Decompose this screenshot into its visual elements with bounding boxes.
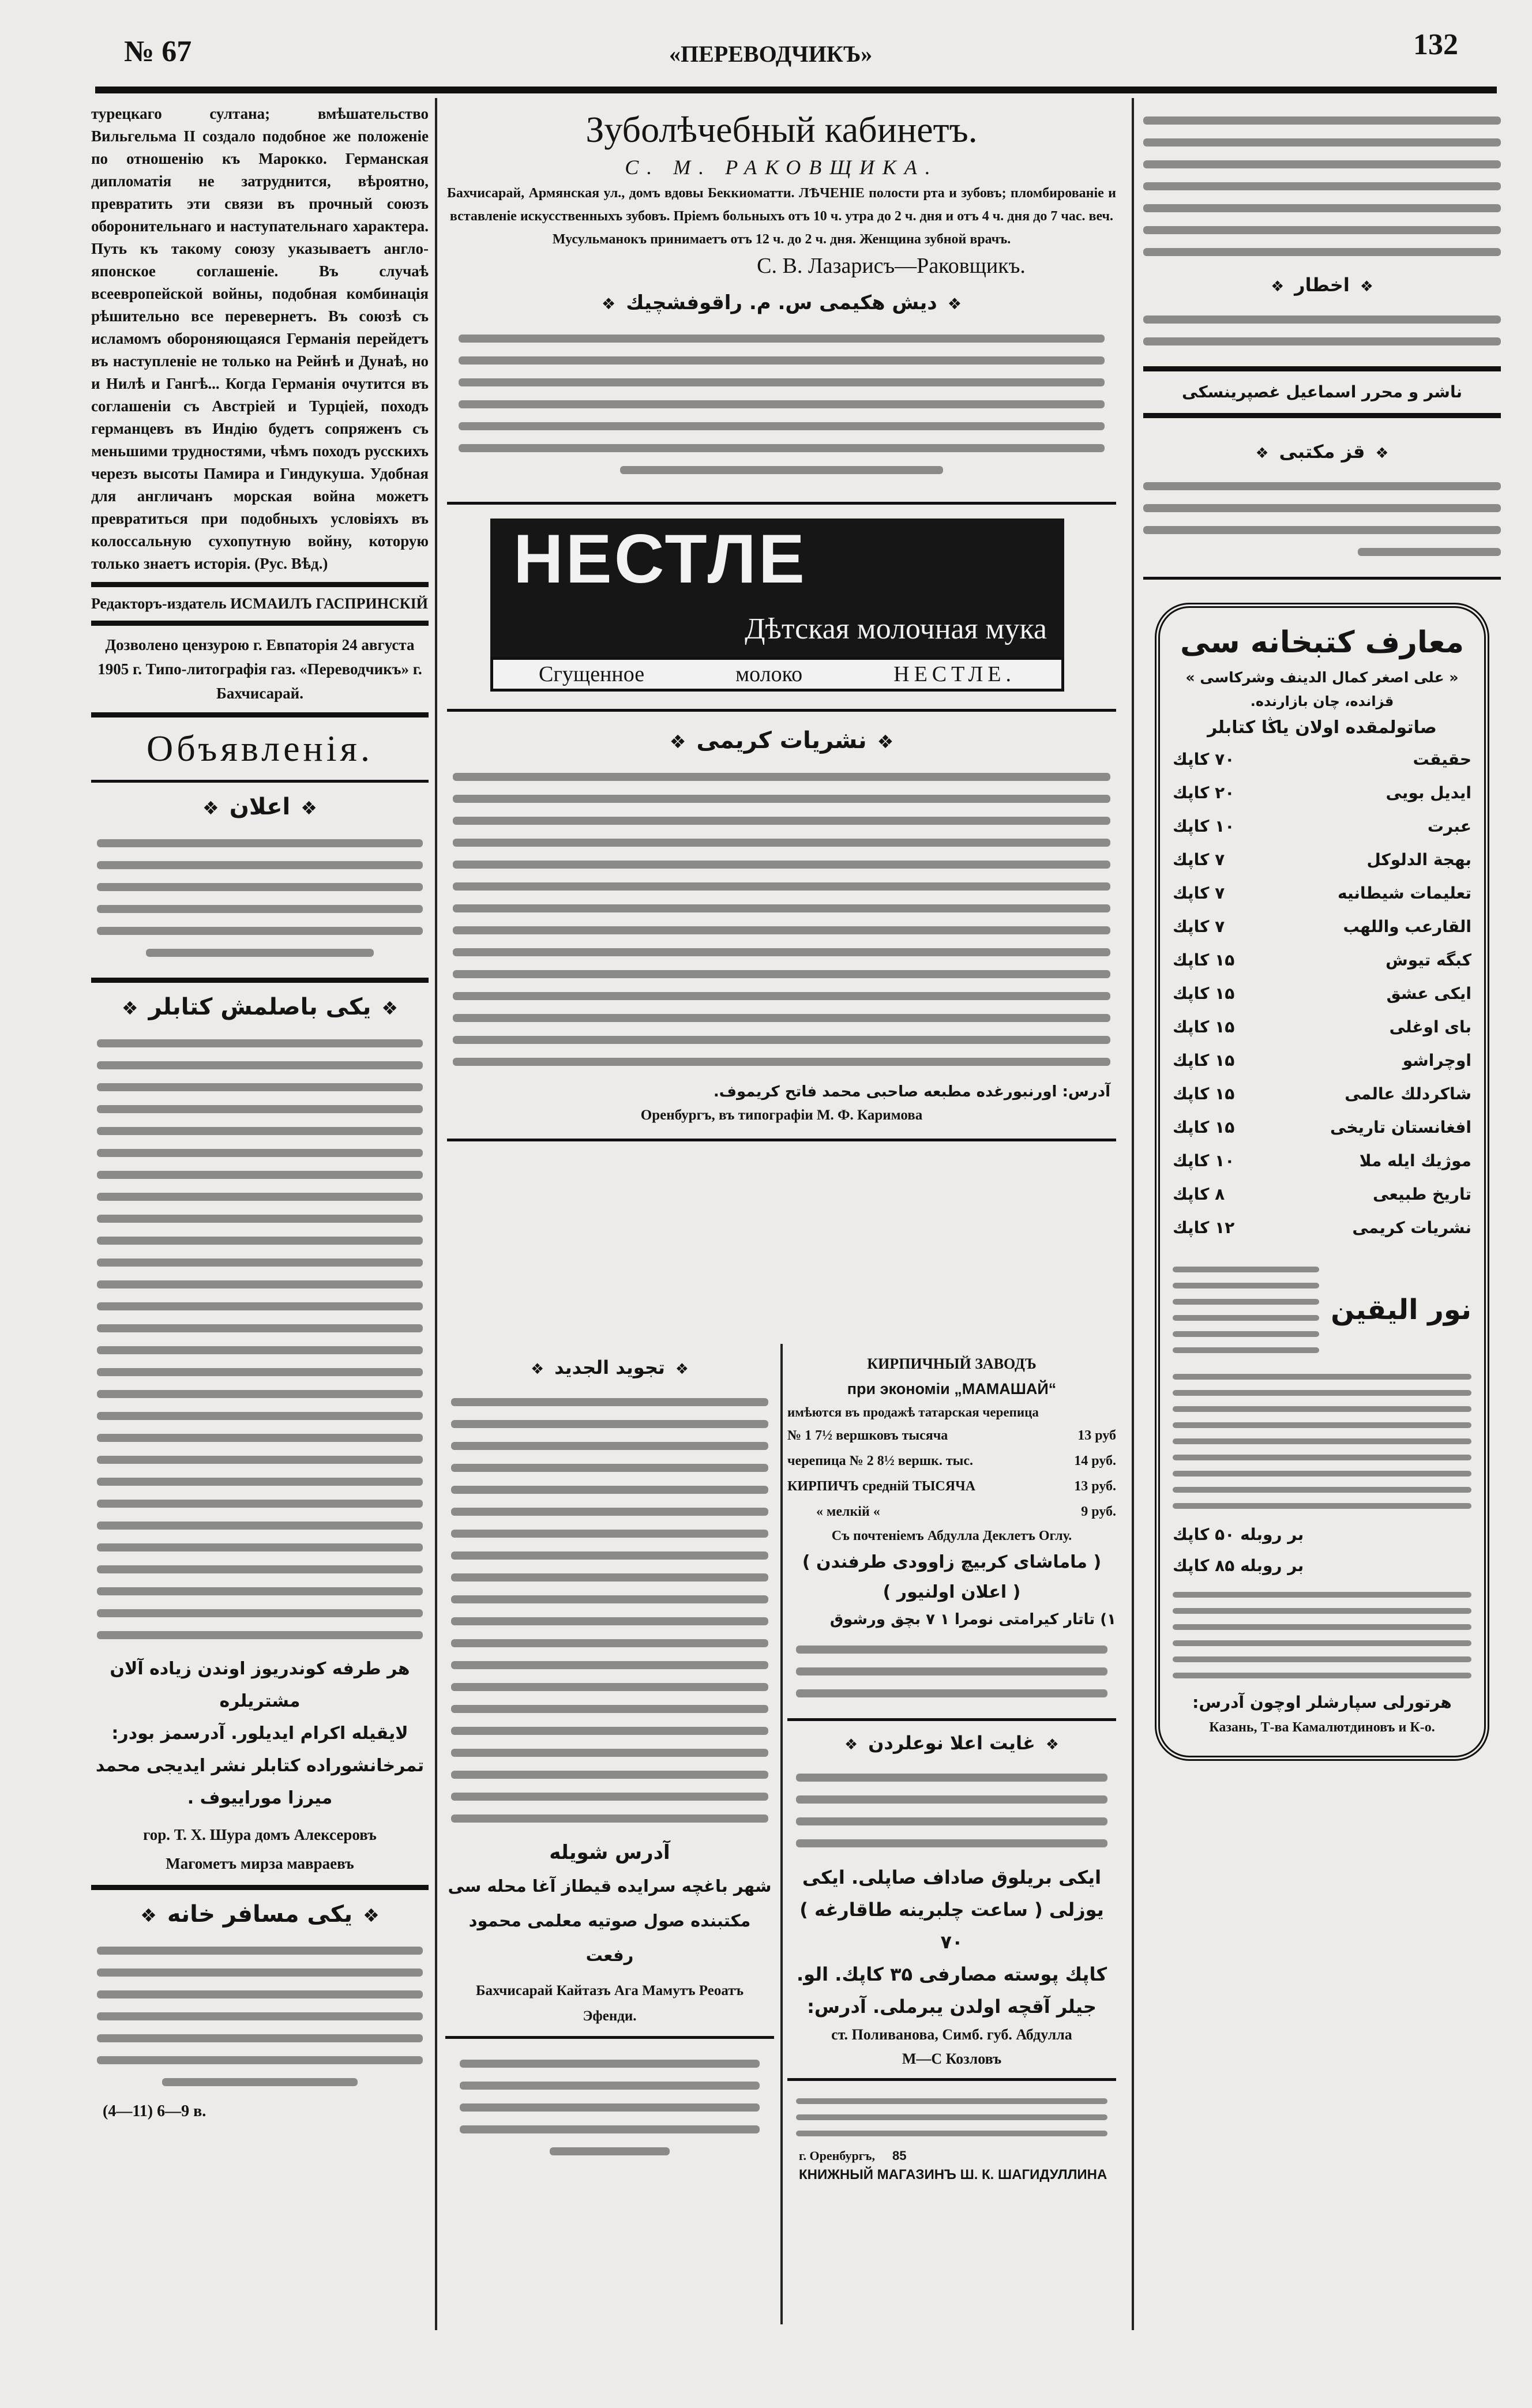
tajwid-body [445,1384,774,1836]
divider [787,2078,1116,2081]
book-list-heading: صاتولمقده اولان ياڭا كتابلر [1207,717,1437,738]
center-column-top [447,107,1116,1148]
tajwid-address-heading: آدرس شويله [549,1841,670,1864]
price-row [787,1499,1116,1524]
book-item [1173,944,1471,977]
nur-al-yaqin-title: نور اليقين [1331,1294,1471,1326]
book-item [1173,877,1471,910]
text-line: جيلر آقچه اولدن يبرملى. آدرس: [807,1996,1097,2018]
book-price: ۲۰ كاپك [1173,783,1235,802]
book-item [1173,810,1471,843]
dentist-ar-body [447,321,1116,488]
bookstore-address-ar: هرتورلى سپارشلر اوچون آدرس: [1192,1693,1452,1712]
bookshop-name: КНИЖНЫЙ МАГАЗИНЪ Ш. К. ШАГИДУЛЛИНА [799,2167,1107,2182]
nashriyat-body [447,759,1116,1080]
brick-subtitle: при экономіи „МАМАШАЙ“ [847,1380,1057,1398]
book-item [1173,910,1471,944]
dentist-title: Зуболѣчебный кабинетъ. [585,109,978,150]
book-name: موژيك ايله ملا [1359,1151,1471,1170]
nashriyat-address-ru: Оренбургъ, въ типографіи М. Ф. Каримова [640,1107,923,1123]
divider [91,712,429,717]
column-divider-right [1132,98,1134,2330]
brick-signature: Съ почтеніемъ Абдулла Деклетъ Оглу. [831,1528,1072,1543]
book-price: ۱۵ كاپك [1173,1051,1235,1070]
book-name: بهجة الدلوكل [1366,850,1471,869]
bookshop-city-row [787,2147,1116,2165]
text-line: Бахчисарай Кайтазъ Ага Мамутъ Реоатъ [475,1983,744,1998]
price-line: بر روبله ۸۵ كاپك [1173,1556,1304,1575]
dentist-muslims: Мусульманокъ принимаетъ отъ 12 ч. до 2 ч. дня. Женщина зубной врачъ. [552,232,1011,247]
text-line: ايكى بريلوق صاداف صاپلى. ايكى [802,1866,1102,1888]
book-name: باى اوغلى [1389,1017,1471,1036]
brick-intro: имѣются въ продажѣ татарская черепица [787,1405,1039,1419]
dentist-signature: С. В. Лазарисъ—Раковщикъ. [757,254,1026,278]
text-line: يوزلى ( ساعت چلبرينه طاقارغه ) ۷۰ [799,1899,1104,1953]
nur-prices [1173,1519,1471,1581]
text-line: تمرخانشوراده كتابلر نشر ايديجى محمد [95,1756,425,1776]
publisher-line: ناشر و محرر اسماعيل غصپرينسكى [1181,382,1462,401]
book-item [1173,1178,1471,1211]
dentist-body: Бахчисарай, Армянская ул., домъ вдовы Беккиоматти. ЛѢЧЕНІЕ полости рта и зубовъ; пломбированіе и вставленіе искусственныхъ зубовъ. Пріемъ больныхъ отъ 10 ч. утра до 2 ч. дня и отъ 4 ч. дня до 7 час. веч. [447,186,1116,224]
divider [445,2036,774,2039]
ad-heading: ❖ يكى مسافر خانه ❖ [91,1897,429,1933]
book-price-list [1173,743,1471,1245]
price-item: « мелкій « [816,1504,880,1519]
nestle-brand: НЕСТЛЕ [513,520,807,598]
header-rule [95,87,1497,93]
divider [787,1718,1116,1721]
book-item [1173,1111,1471,1144]
book-name: اوچراشو [1402,1051,1471,1070]
dentist-subtitle: С. М. РАКОВЩИКА. [625,156,938,179]
book-item [1173,977,1471,1010]
kyz-body [1143,468,1501,570]
bookstore-place: قزانده، چان بازارنده. [1250,693,1394,709]
brick-ar-body [787,1632,1116,1711]
book-name: شاكردلك عالمى [1345,1084,1471,1103]
book-item [1173,1044,1471,1077]
nestle-product: Дѣтская молочная мука [745,613,1047,645]
ad-heading: ❖ اعلان ❖ [91,790,429,825]
brick-ar-3: ۱) تاتار كيرامتى نومرا ۱ ۷ بچق ورشوق [829,1611,1116,1628]
divider [91,978,429,983]
divider [447,709,1116,712]
bookstore-address-ru: Казань, Т-ва Камалютдиновъ и К-о. [1209,1720,1435,1735]
brick-ar-2: ( اعلان اولنيور ) [883,1582,1021,1602]
book-price: ۱۵ كاپك [1173,1017,1235,1036]
book-name: كبگه تيوش [1385,951,1471,970]
divider [447,502,1116,505]
article-text: турецкаго султана; вмѣшательство Вильгельма II создало подобное же положеніе по отношенію къ Марокко. Германская дипломатія не затруднится, вѣроятно, превратить эти связи въ прочный союзъ оборонительнаго и наступательнаго характера. Путь къ такому союзу указываетъ англо-японское соглашеніе. Въ случаѣ всеевропейской войны, подобная комбинація рѣшительно все перевернетъ. Въ союзѣ съ исламомъ обороняющаяся Германія перейдетъ въ наступленіе не только на Рейнѣ и Дунаѣ, но и Нилѣ и Гангѣ... Когда Германія очутится въ соглашеніи съ Австріей и Турціей, походъ германцевъ въ Индію будетъ сопряженъ съ меньшими трудностями, чѣмъ походъ русскихъ черезъ высоты Памира и Гиндукуша. Удобная для англичанъ морская война можетъ превратиться при подобныхъ условіяхъ въ колоссальную сухопутную войну, которую только знаетъ исторія. (Рус. Вѣд.) [91,105,429,572]
watches-heading: ❖ غايت اعلا نوعلردن ❖ [787,1728,1116,1760]
book-item [1173,1077,1471,1111]
book-name: افغانستان تاريخى [1330,1118,1471,1137]
bookshop-number: 85 [892,2148,907,2163]
book-name: حقيقت [1413,750,1471,769]
ikhtar-body [1143,302,1501,359]
nur-description [1173,1363,1471,1519]
bookstore-subtitle: « على اصغر كمال الدينف وشركاسى » [1185,669,1459,686]
price-item: № 1 7½ вершковъ тысяча [787,1428,948,1443]
book-name: ايكى عشق [1386,984,1471,1003]
book-name: ايديل بويى [1385,783,1471,802]
book-item [1173,743,1471,776]
text-line: Эфенди. [583,2008,637,2024]
price-value: 13 руб [1077,1428,1116,1443]
brick-title: КИРПИЧНЫЙ ЗАВОДЪ [867,1355,1037,1372]
divider [1143,366,1501,371]
tajwid-column [445,1353,774,2169]
price-item: черепица № 2 8½ вершк. тыс. [787,1453,974,1468]
divider [1143,413,1501,418]
nur-section [1173,1256,1471,1363]
censor-note: Дозволено цензурою г. Евпаторія 24 августа 1905 г. Типо-литографія газ. «Переводчикъ» г. Бахчисарай. [97,636,422,702]
address-line: гор. Т. Х. Шура домъ Алексеровъ [143,1826,377,1843]
brick-column [787,1353,1116,2185]
column-divider-left [435,98,437,2330]
book-item [1173,1144,1471,1178]
newspaper-title: «ПЕРЕВОДЧИКЪ» [669,41,873,67]
text-line: مكتبنده صول صوتيه معلمى محمود رفعت [468,1911,751,1965]
nestle-word: молоко [735,662,803,686]
watches-address-ru [787,2023,1116,2071]
price-line: بر روبله ۵۰ كاپك [1173,1525,1304,1544]
brick-price-table [787,1423,1116,1524]
book-name: تاريخ طبيعى [1373,1185,1471,1204]
price-row [787,1423,1116,1448]
nestle-ad [490,519,1064,657]
book-price: ۱۰ كاپك [1173,817,1235,836]
text-line: لايقيله اكرام ايديلور. آدرسمز بودر: [111,1723,408,1744]
price-item: КИРПИЧЪ средній ТЫСЯЧА [787,1479,976,1494]
left-column [91,103,429,2123]
kyz-heading: ❖ قز مكتبى ❖ [1143,437,1501,468]
column-divider-center [780,1344,783,2324]
bookstore-title: معارف كتبخانه سى [1180,625,1465,660]
ad-heading: ❖ يكى باصلمش كتابلر ❖ [91,990,429,1025]
footer-code: (4—11) 6—9 в. [103,2102,206,2120]
text-line: هر طرفه كوندريوز اوندن زياده آلان مشتريلره [110,1659,410,1711]
divider [91,1885,429,1890]
price-row [787,1474,1116,1499]
divider [91,780,429,783]
text-line: М—С Козловъ [902,2050,1002,2067]
bottom-ar-text [445,2046,774,2169]
book-item [1173,1211,1471,1245]
bookshop-city: г. Оренбургъ, [799,2148,876,2163]
address-ru [91,1820,429,1878]
box-bottom-text [1173,1581,1471,1689]
tajwid-address-ru [445,1978,774,2029]
text-line: ميرزا موراييوف . [187,1788,333,1808]
dentist-ar-heading: ❖ ديش هكيمى س. م. راقوفشچيك ❖ [447,287,1116,321]
page-number: 132 [1413,28,1458,61]
book-price: ۱۲ كاپك [1173,1218,1235,1237]
book-item [1173,776,1471,810]
nestle-bottom-band [490,657,1064,692]
nashriyat-heading: ❖ نشريات كريمى ❖ [447,723,1116,759]
book-price: ۱۵ كاپك [1173,1118,1235,1137]
bookstore-ad-frame [1155,603,1489,1761]
divider [1143,577,1501,580]
nur-body [1173,1256,1319,1363]
book-price: ۱۵ كاپك [1173,984,1235,1003]
price-value: 13 руб. [1074,1479,1116,1494]
book-price: ۱۵ كاپك [1173,1084,1235,1103]
divider [91,582,429,587]
issue-number: № 67 [124,35,192,68]
book-name: تعليمات شيطانيه [1337,884,1471,903]
book-item [1173,1010,1471,1044]
ad-body-text [91,825,429,971]
bookshop-ar-text [787,2088,1116,2147]
price-row [787,1448,1116,1474]
address-line: Магометъ мирза мавраевъ [166,1855,354,1872]
tajwid-heading: ❖ تجويد الجديد ❖ [445,1353,774,1384]
watches-body [787,1760,1116,1861]
ikhtar-heading: ❖ اخطار ❖ [1143,270,1501,302]
nestle-word: Сгущенное [539,662,645,686]
tajwid-address-ar [445,1869,774,1973]
book-item [1173,843,1471,877]
book-price: ۷۰ كاپك [1173,750,1235,769]
nashriyat-address-ar: آدرس: اورنبورغده مطبعه صاحبى محمد فاتح كريموف. [713,1083,1110,1100]
watches-ar [787,1861,1116,2023]
divider [91,621,429,626]
right-column [1143,103,1501,1761]
book-price: ۱۵ كاپك [1173,951,1235,970]
book-list [91,1025,429,1653]
nestle-word: НЕСТЛЕ. [893,662,1016,686]
price-value: 14 руб. [1074,1453,1116,1468]
right-top-text [1143,103,1501,270]
book-name: القارعب واللهب [1343,917,1471,936]
brick-ar-1: ( ماماشاى كربيچ زاوودى طرفندن ) [802,1552,1102,1572]
book-price: ۱۰ كاپك [1173,1151,1235,1170]
book-price: ۷ كاپك [1173,917,1225,936]
ad-body-text [91,1933,429,2100]
book-name: نشريات كريمى [1352,1218,1471,1237]
book-price: ۷ كاپك [1173,850,1225,869]
book-name: عبرت [1427,817,1471,836]
divider [447,1139,1116,1141]
book-price: ۸ كاپك [1173,1185,1225,1204]
text-line: شهر باغچه سرايده قيطاز آغا محله سى [448,1876,772,1896]
book-price: ۷ كاپك [1173,884,1225,903]
editor-line: Редакторъ-издатель ИСМАИЛЪ ГАСПРИНСКІЙ [91,595,428,612]
text-line: كاپك پوسته مصارفى ۳۵ كاپك. الو. [796,1963,1107,1985]
price-value: 9 руб. [1081,1504,1116,1519]
ad-tail-text [91,1653,429,1815]
text-line: ст. Поливанова, Симб. губ. Абдулла [831,2026,1072,2043]
ads-title: Объявленія. [147,728,373,769]
